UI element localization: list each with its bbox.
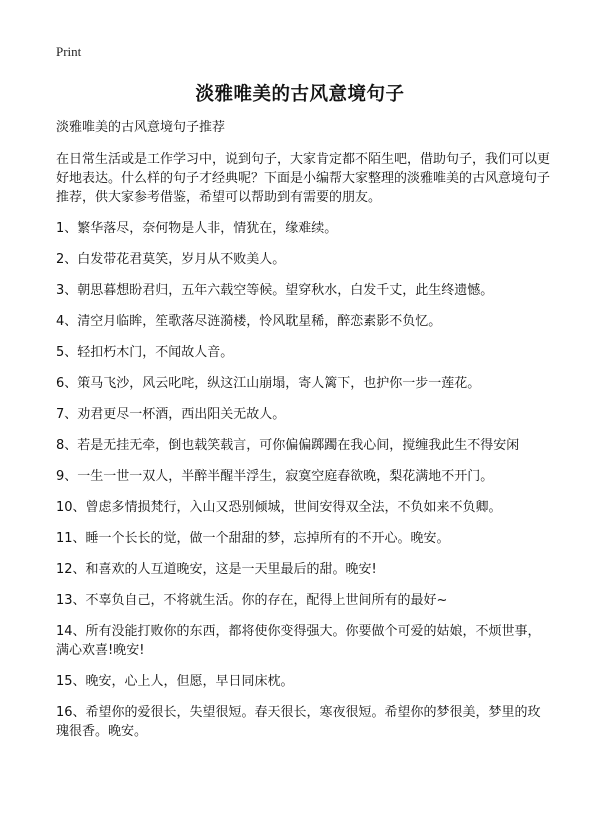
- item-number: 7、: [56, 407, 78, 422]
- item-number: 13、: [56, 593, 86, 608]
- list-item: [56, 281, 552, 300]
- item-text: 曾虑多情损梵行，入山又恐别倾城，世间安得双全法，不负如来不负卿。: [85, 500, 502, 515]
- item-text: 劝君更尽一杯酒，西出阳关无故人。: [77, 407, 286, 422]
- item-text: 和喜欢的人互道晚安，这是一天里最后的甜。晚安!: [85, 562, 377, 577]
- list-item: [56, 467, 552, 486]
- item-text: 晚安，心上人，但愿，早日同床枕。: [85, 674, 294, 689]
- list-item: [56, 250, 552, 269]
- item-number: 12、: [56, 562, 86, 577]
- item-text: 朝思暮想盼君归，五年六载空等候。望穿秋水，白发千丈，此生终遗憾。: [77, 283, 494, 298]
- item-number: 14、: [56, 624, 86, 639]
- item-number: 15、: [56, 674, 86, 689]
- item-text: 不辜负自己，不将就生活。你的存在，配得上世间所有的最好~: [85, 593, 448, 608]
- item-number: 1、: [56, 221, 78, 236]
- item-text: 一生一世一双人，半醉半醒半浮生，寂寞空庭春欲晚，梨花满地不开门。: [77, 469, 494, 484]
- item-text: 白发带花君莫笑，岁月从不败美人。: [77, 252, 286, 267]
- item-number: 2、: [56, 252, 78, 267]
- article-intro: 在日常生活或是工作学习中，说到句子，大家肯定都不陌生吧，借助句子，我们可以更好地表达。什么样的句子才经典呢？下面是小编帮大家整理的淡雅唯美的古风意境句子推荐，供大家参考借鉴，希望可以帮助到有需要的朋友。: [56, 152, 551, 205]
- item-number: 5、: [56, 345, 78, 360]
- article-subtitle: 淡雅唯美的古风意境句子推荐: [56, 120, 226, 135]
- item-number: 6、: [56, 376, 78, 391]
- print-link[interactable]: Print: [56, 44, 82, 59]
- list-item: [56, 672, 552, 691]
- item-text: 繁华落尽，奈何物是人非，情犹在，缘难续。: [77, 221, 338, 236]
- list-item: [56, 529, 552, 548]
- list-item: [56, 498, 552, 517]
- item-number: 11、: [56, 531, 86, 546]
- item-number: 4、: [56, 314, 78, 329]
- list-item: [56, 591, 552, 610]
- item-number: 10、: [56, 500, 86, 515]
- item-number: 16、: [56, 705, 86, 720]
- item-number: 3、: [56, 283, 78, 298]
- article-body: [56, 118, 552, 753]
- item-text: 所有没能打败你的东西，都将使你变得强大。你要做个可爱的姑娘，不烦世事，满心欢喜!晚安!: [56, 624, 541, 658]
- list-item: [56, 219, 552, 238]
- item-text: 睡一个长长的觉，做一个甜甜的梦，忘掉所有的不开心。晚安。: [85, 531, 450, 546]
- list-item: [56, 560, 552, 579]
- item-number: 8、: [56, 438, 78, 453]
- item-number: 9、: [56, 469, 78, 484]
- item-text: 希望你的爱很长，失望很短。春天很长，寒夜很短。希望你的梦很美，梦里的玫瑰很香。晚安。: [56, 705, 541, 739]
- item-text: 策马飞沙，风云叱咤，纵这江山崩塌，寄人篱下，也护你一步一莲花。: [77, 376, 481, 391]
- list-item: [56, 405, 552, 424]
- list-item: [56, 436, 552, 455]
- list-item: [56, 622, 552, 660]
- item-text: 清空月临眸，笙歌落尽涟漪楼，怜风耽星稀，醉恋素影不负忆。: [77, 314, 442, 329]
- list-item: [56, 374, 552, 393]
- list-item: [56, 703, 552, 741]
- list-item: [56, 312, 552, 331]
- item-text: 若是无挂无牵，倒也载笑载言，可你偏偏踯躅在我心间，搅缠我此生不得安闲: [77, 438, 520, 453]
- item-text: 轻扣朽木门，不闻故人音。: [77, 345, 234, 360]
- list-item: [56, 343, 552, 362]
- page-title: 淡雅唯美的古风意境句子: [195, 84, 405, 105]
